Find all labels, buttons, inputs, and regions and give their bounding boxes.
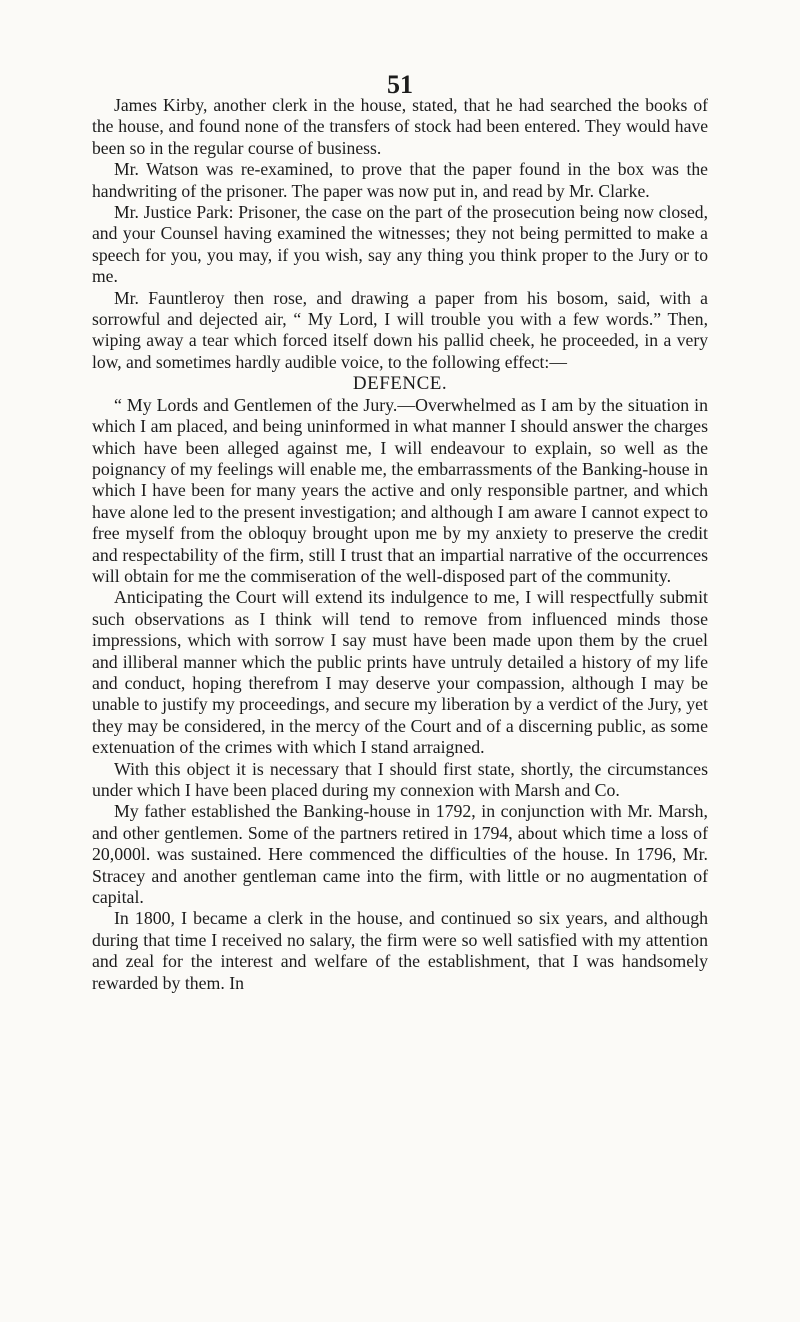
paragraph: With this object it is necessary that I should first state, shortly, the circumstances under which I have been placed during my connexion with Marsh and Co.: [92, 758, 708, 800]
paragraph: Mr. Watson was re-examined, to prove that the paper found in the box was the handwriting of the prisoner. The paper was now put in, and read by Mr. Clarke.: [92, 159, 708, 201]
body-text: [92, 95, 708, 994]
paragraph: “ My Lords and Gentlemen of the Jury.—Overwhelmed as I am by the situation in which I am placed, and being uninformed in what manner I should answer the charges which have been alleged against me, I will endeavour to explain, so well as the poignancy of my feelings will enable me, the embarrassments of the Banking-house in which I have been for many years the active and only responsible partner, and which have alone led to the present investigation; and although I am aware I cannot expect to free myself from the obloquy brought upon me by my anxiety to preserve the credit and respectability of the firm, still I trust that an impartial narrative of the occurrences will obtain for me the commiseration of the well-disposed part of the community.: [92, 394, 708, 586]
section-heading: DEFENCE.: [352, 373, 448, 395]
paragraph: Anticipating the Court will extend its indulgence to me, I will respectfully submit such observations as I think will tend to remove from influenced minds those impressions, which with sorrow I say must have been made upon them by the cruel and illiberal manner which the public prints have untruly detailed a history of my life and conduct, hoping therefrom I may deserve your compassion, although I may be unable to justify my proceedings, and secure my liberation by a verdict of the Jury, yet they may be considered, in the mercy of the Court and of a discerning public, as some extenuation of the crimes with which I stand arraigned.: [92, 587, 708, 758]
paragraph: My father established the Banking-house in 1792, in conjunction with Mr. Marsh, and other gentlemen. Some of the partners retired in 1794, about which time a loss of 20,000l. was sustained. Here commenced the difficulties of the house. In 1796, Mr. Stracey and another gentleman came into the firm, with little or no augmentation of capital.: [92, 801, 708, 908]
paragraph: Mr. Justice Park: Prisoner, the case on the part of the prosecution being now closed, and your Counsel having examined the witnesses; they not being permitted to make a speech for you, you may, if you wish, say any thing you think proper to the Jury or to me.: [92, 202, 708, 287]
page-number: 51: [387, 70, 413, 99]
paragraph: In 1800, I became a clerk in the house, and continued so six years, and although during that time I received no salary, the firm were so well satisfied with my attention and zeal for the interest and welfare of the establishment, that I was handsomely rewarded by them. In: [92, 908, 708, 993]
paragraph: Mr. Fauntleroy then rose, and drawing a paper from his bosom, said, with a sorrowful and dejected air, “ My Lord, I will trouble you with a few words.” Then, wiping away a tear which forced itself down his pallid cheek, he proceeded, in a very low, and sometimes hardly audible voice, to the following effect:—: [92, 287, 708, 372]
paragraph: James Kirby, another clerk in the house, stated, that he had searched the books of the house, and found none of the transfers of stock had been entered. They would have been so in the regular course of business.: [92, 95, 708, 158]
defence-text: [92, 395, 708, 994]
